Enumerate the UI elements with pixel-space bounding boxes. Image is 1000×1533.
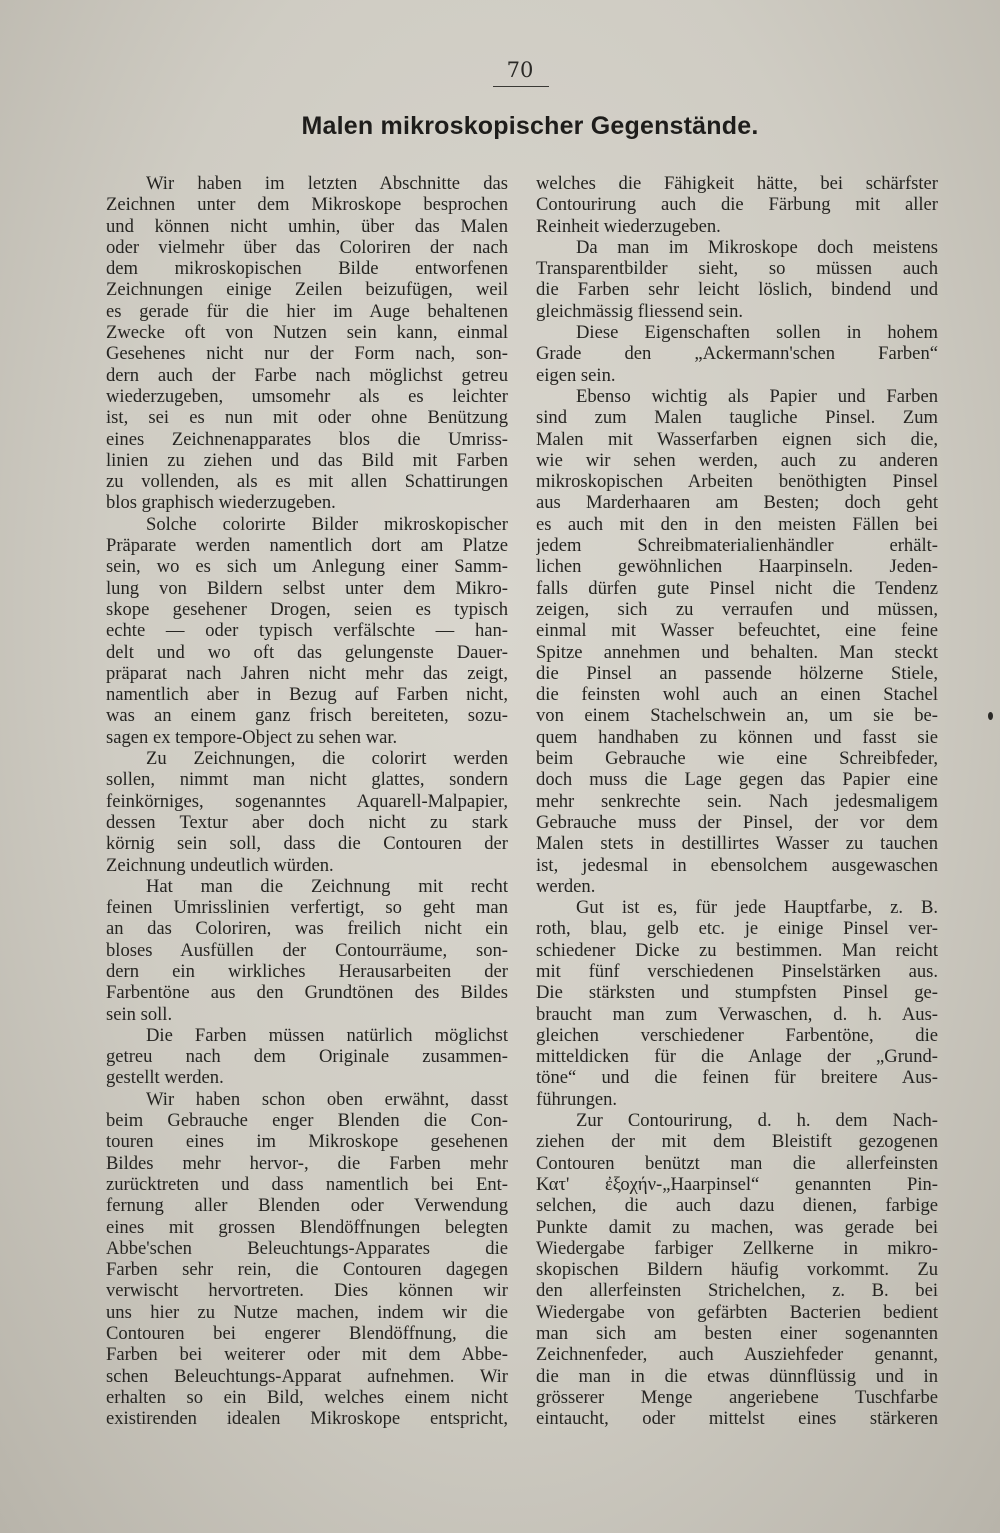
- text-line: töne“ und die feinen für breitere Aus-: [536, 1067, 938, 1089]
- text-line: Zeichnung undeutlich würden.: [106, 854, 334, 876]
- text-line: Farbentöne aus den Grundtönen des Bildes: [106, 982, 508, 1004]
- text-line: Gut ist es, für jede Hauptfarbe, z. B.: [576, 897, 938, 919]
- text-line: eintaucht, oder mittelst eines stärkeren: [536, 1408, 938, 1430]
- text-line: erhalten so ein Bild, welches einem nicht: [106, 1386, 508, 1408]
- text-line: die Farben sehr leicht löslich, bindend und: [536, 279, 938, 301]
- text-line: Gesehenes nicht nur der Form nach, son-: [106, 343, 508, 365]
- text-line: zeigen, sich zu verraufen und müssen,: [536, 598, 938, 620]
- text-line: doch muss die Lage gegen das Papier eine: [536, 769, 938, 791]
- text-line: dern auch der Farbe nach möglichst getreu: [106, 364, 508, 386]
- text-line: jedem Schreibmaterialienhändler erhält-: [536, 535, 938, 557]
- text-line: präparat nach Jahren nicht mehr das zeigt,: [106, 662, 508, 684]
- text-line: Contourirung auch die Färbung mit aller: [536, 194, 938, 216]
- text-line: getreu nach dem Originale zusammen-: [106, 1046, 508, 1068]
- text-line: Contouren benützt man die allerfeinsten: [536, 1152, 938, 1174]
- text-line: feinkörniges, sogenanntes Aquarell-Malpapier,: [106, 790, 508, 812]
- text-line: skope gesehener Drogen, seien es typisch: [106, 598, 508, 620]
- text-line: falls dürfen gute Pinsel nicht die Tendenz: [536, 577, 938, 599]
- text-line: Zeichnenfeder, auch Ausziehfeder genannt,: [536, 1344, 938, 1366]
- page-number: 70: [506, 58, 534, 82]
- text-line: uns hier zu Nutze machen, indem wir die: [106, 1301, 508, 1323]
- text-line: zu vollenden, als es mit allen Schattirungen: [106, 471, 508, 493]
- text-line: Abbe'schen Beleuchtungs-Apparates die: [106, 1237, 508, 1259]
- text-line: quem handhaben zu können und fasst sie: [536, 726, 938, 748]
- text-line: blos graphisch wiederzugeben.: [106, 492, 336, 514]
- text-line: ist, sei es nun mit oder ohne Benützung: [106, 407, 508, 429]
- text-line: führungen.: [536, 1088, 618, 1110]
- text-line: linien zu ziehen und das Bild mit Farben: [106, 449, 508, 471]
- text-line: skopischen Bildern häufig vorkommt. Zu: [536, 1259, 938, 1281]
- text-line: einmal mit Wasser befeuchtet, eine feine: [536, 620, 938, 642]
- text-line: sollen, nimmt man nicht glattes, sondern: [106, 769, 508, 791]
- text-line: Da man im Mikroskope doch meistens: [576, 236, 938, 258]
- text-line: beim Gebrauche enger Blenden die Con-: [106, 1110, 508, 1132]
- text-line: es auch mit den in den meisten Fällen bei: [536, 513, 938, 535]
- text-line: sind zum Malen taugliche Pinsel. Zum: [536, 407, 938, 429]
- text-line: mit fünf verschiedenen Pinselstärken aus.: [536, 960, 938, 982]
- text-line: zurücktreten und dass namentlich bei Ent-: [106, 1173, 508, 1195]
- text-line: gestellt werden.: [106, 1067, 224, 1089]
- text-line: namentlich aber in Bezug auf Farben nicht,: [106, 684, 508, 706]
- text-line: es gerade für die hier im Auge behaltenen: [106, 300, 508, 322]
- text-line: ziehen der mit dem Bleistift gezogenen: [536, 1131, 938, 1153]
- text-line: eigen sein.: [536, 364, 616, 386]
- text-line: delt und wo oft das gelungenste Dauer-: [106, 641, 508, 663]
- text-line: Ebenso wichtig als Papier und Farben: [576, 385, 938, 407]
- text-line: gleichmässig fliessend sein.: [536, 300, 744, 322]
- text-line: oder vielmehr über das Coloriren der nach: [106, 236, 508, 258]
- text-line: Spitze annehmen und behalten. Man steckt: [536, 641, 938, 663]
- text-line: schen Beleuchtungs-Apparat aufnehmen. Wir: [106, 1365, 508, 1387]
- text-line: Farben bei weiterer oder mit dem Abbe-: [106, 1344, 508, 1366]
- text-line: Zu Zeichnungen, die colorirt werden: [146, 748, 508, 770]
- text-line: Präparate werden namentlich dort am Platze: [106, 535, 508, 557]
- text-line: schiedener Dicke zu bestimmen. Man reicht: [536, 939, 938, 961]
- text-line: Zwecke oft von Nutzen sein kann, einmal: [106, 322, 508, 344]
- section-heading: Malen mikroskopischer Gegenstände.: [301, 112, 759, 140]
- text-line: Wiedergabe farbiger Zellkerne in mikro-: [536, 1237, 938, 1259]
- text-line: eines Zeichnenapparates blos die Umriss-: [106, 428, 508, 450]
- text-line: sagen ex tempore-Object zu sehen war.: [106, 726, 398, 748]
- text-line: Wir haben schon oben erwähnt, dasst: [146, 1088, 508, 1110]
- text-line: Malen stets in destillirtes Wasser zu tauchen: [536, 833, 938, 855]
- text-line: an das Coloriren, was freilich nicht ein: [106, 918, 508, 940]
- page-number-rule: [493, 86, 549, 87]
- text-line: bloses Ausfüllen der Contourräume, son-: [106, 939, 508, 961]
- text-line: echte — oder typisch verfälschte — han-: [106, 620, 508, 642]
- text-line: und können nicht umhin, über das Malen: [106, 215, 508, 237]
- text-line: die man in die etwas dünnflüssig und in: [536, 1365, 938, 1387]
- text-line: sein soll.: [106, 1003, 173, 1025]
- text-line: Transparentbilder sieht, so müssen auch: [536, 258, 938, 280]
- text-line: mehr senkrechte sein. Nach jedesmaligem: [536, 790, 938, 812]
- text-line: Wir haben im letzten Abschnitte das: [146, 173, 508, 194]
- text-line: roth, blau, gelb etc. je einige Pinsel ver-: [536, 918, 938, 940]
- text-line: Die Farben müssen natürlich möglichst: [146, 1024, 508, 1046]
- text-line: Malen mit Wasserfarben eignen sich die,: [536, 428, 938, 450]
- text-line: Κατ' ἐξοχήν-„Haarpinsel“ genannten Pin-: [536, 1173, 938, 1195]
- text-line: man sich am besten einer sogenannten: [536, 1323, 938, 1345]
- text-line: gleichen verschiedener Farbentöne, die: [536, 1024, 938, 1046]
- text-line: wiederzugeben, umsomehr als es leichter: [106, 385, 508, 407]
- text-line: Zeichnungen einige Zeilen beizufügen, weil: [106, 279, 508, 301]
- text-line: dem mikroskopischen Bilde entworfenen: [106, 258, 508, 280]
- text-line: braucht man zum Verwaschen, d. h. Aus-: [536, 1003, 938, 1025]
- text-line: Diese Eigenschaften sollen in hohem: [576, 322, 938, 344]
- text-line: wie wir sehen werden, auch zu anderen: [536, 449, 938, 471]
- text-line: Farben sehr rein, die Contouren dagegen: [106, 1259, 508, 1281]
- text-line: Zeichnen unter dem Mikroskope besprochen: [106, 194, 508, 216]
- left-text-column: [106, 173, 508, 1430]
- text-line: lichen gewöhnlichen Haarpinseln. Jeden-: [536, 556, 938, 578]
- text-line: Wiedergabe von gefärbten Bacterien bedient: [536, 1301, 938, 1323]
- text-line: dessen Textur aber doch nicht zu stark: [106, 811, 508, 833]
- text-line: verwischt hervortreten. Dies können wir: [106, 1280, 508, 1302]
- text-line: dern ein wirkliches Herausarbeiten der: [106, 960, 508, 982]
- text-line: körnig sein soll, dass die Contouren der: [106, 833, 508, 855]
- text-line: Reinheit wiederzugeben.: [536, 215, 721, 237]
- text-line: mikroskopischen Arbeiten benöthigten Pinsel: [536, 471, 938, 493]
- text-line: fernung aller Blenden oder Verwendung: [106, 1195, 508, 1217]
- text-line: lung von Bildern selbst unter dem Mikro-: [106, 577, 508, 599]
- text-line: werden.: [536, 875, 596, 897]
- text-line: Solche colorirte Bilder mikroskopischer: [146, 513, 508, 535]
- text-line: Gebrauche muss der Pinsel, der vor dem: [536, 811, 938, 833]
- text-line: den allerfeinsten Strichelchen, z. B. bei: [536, 1280, 938, 1302]
- text-line: Contouren bei engerer Blendöffnung, die: [106, 1323, 508, 1345]
- right-text-column: [536, 173, 938, 1430]
- text-line: aus Marderhaaren am Besten; doch geht: [536, 492, 938, 514]
- text-line: die Pinsel an passende hölzerne Stiele,: [536, 662, 938, 684]
- text-line: von einem Stachelschwein an, um sie be-: [536, 705, 938, 727]
- text-line: touren eines im Mikroskope gesehenen: [106, 1131, 508, 1153]
- text-line: Grade den „Ackermann'schen Farben“: [536, 343, 938, 365]
- text-line: Die stärksten und stumpfsten Pinsel ge-: [536, 982, 938, 1004]
- paper-speck: [988, 712, 993, 720]
- text-line: selchen, die auch dazu dienen, farbige: [536, 1195, 938, 1217]
- text-line: grösserer Menge angeriebene Tuschfarbe: [536, 1386, 938, 1408]
- text-line: die feinsten wohl auch an einen Stachel: [536, 684, 938, 706]
- text-line: Hat man die Zeichnung mit recht: [146, 875, 508, 897]
- text-line: mitteldicken für die Anlage der „Grund-: [536, 1046, 938, 1068]
- text-line: welches die Fähigkeit hätte, bei schärfster: [536, 173, 938, 194]
- text-line: existirenden idealen Mikroskope entspricht,: [106, 1408, 508, 1430]
- text-line: was an einem ganz frisch bereiteten, sozu-: [106, 705, 508, 727]
- text-line: Bildes mehr hervor-, die Farben mehr: [106, 1152, 508, 1174]
- text-line: Zur Contourirung, d. h. dem Nach-: [576, 1110, 938, 1132]
- text-line: Punkte damit zu machen, was gerade bei: [536, 1216, 938, 1238]
- text-line: beim Gebrauche wie eine Schreibfeder,: [536, 748, 938, 770]
- text-line: sein, wo es sich um Anlegung einer Samm-: [106, 556, 508, 578]
- text-line: feinen Umrisslinien verfertigt, so geht man: [106, 897, 508, 919]
- text-line: eines mit grossen Blendöffnungen belegten: [106, 1216, 508, 1238]
- text-line: ist, jedesmal in ebensolchem ausgewaschen: [536, 854, 938, 876]
